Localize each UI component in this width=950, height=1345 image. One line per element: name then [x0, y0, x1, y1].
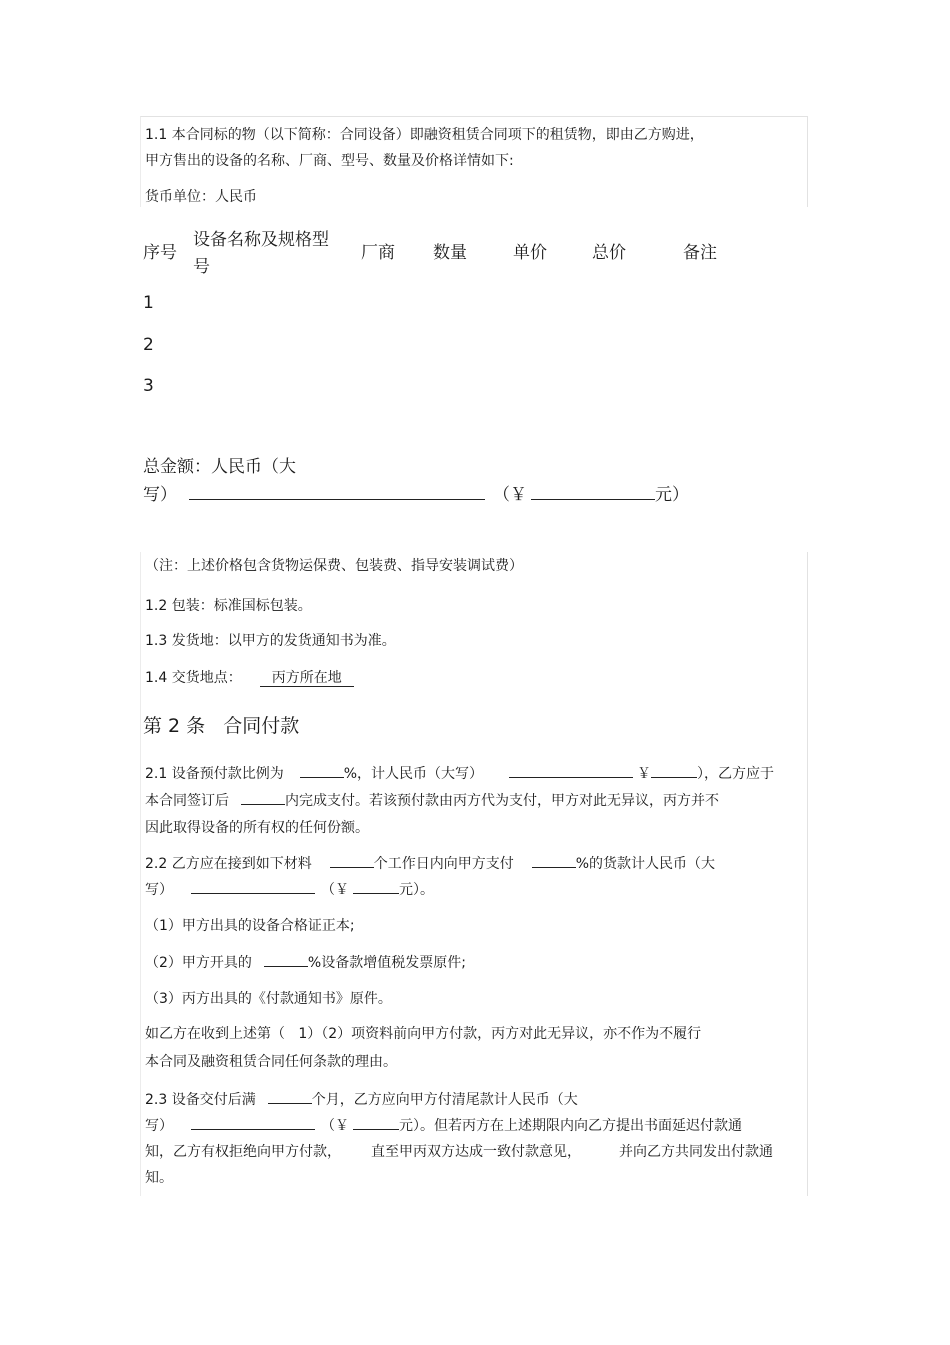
article-2-heading: 第 2 条 合同付款	[143, 715, 300, 737]
clause-2-2-yuan: 元）。	[399, 882, 434, 898]
vat-invoice-ratio-blank[interactable]	[264, 952, 308, 967]
clause-2-2-tail-line2: 本合同及融资租赁合同任何条款的理由。	[145, 1054, 397, 1070]
clause-2-3-text-d: 知，乙方有权拒绝向甲方付款，	[145, 1144, 341, 1160]
payment-daxie-blank[interactable]	[191, 879, 315, 894]
header-manufacturer: 厂商	[361, 243, 395, 263]
clause-2-2-item2-text-a: （2）甲方开具的	[145, 955, 252, 971]
clause-1-1-line2: 甲方售出的设备的名称、厂商、型号、数量及价格详情如下:	[145, 153, 514, 169]
clause-2-1-line3: 因此取得设备的所有权的任何份额。	[145, 820, 369, 836]
delivery-place-value: 丙方所在地	[260, 670, 354, 687]
clause-1-3: 1.3 发货地：以甲方的发货通知书为准。	[145, 633, 396, 649]
prepay-ratio-blank[interactable]	[300, 763, 344, 778]
payment-ratio-blank[interactable]	[532, 853, 576, 868]
clause-2-2-line2	[145, 879, 434, 899]
header-seq: 序号	[143, 243, 177, 263]
prepay-days-blank[interactable]	[241, 790, 285, 805]
header-name-line1: 设备名称及规格型	[193, 230, 329, 250]
clause-2-1-line1	[145, 763, 774, 783]
price-note: （注：上述价格包含货物运保费、包装费、指导安装调试费）	[145, 558, 523, 574]
total-daxie-label: 写）	[143, 485, 177, 505]
clause-2-2-item3: （3）丙方出具的《付款通知书》原件。	[145, 991, 392, 1007]
clause-2-1-text-d: ），乙方应于	[697, 766, 775, 782]
total-yen-open: （￥	[493, 485, 527, 505]
header-quantity: 数量	[433, 243, 467, 263]
total-amount-line1: 总金额：人民币（大	[143, 457, 296, 477]
final-payment-yen-blank[interactable]	[353, 1115, 399, 1130]
clause-2-2-daxie-label: 写）	[145, 882, 173, 898]
clause-2-2-item2	[145, 952, 466, 972]
workdays-blank[interactable]	[330, 853, 374, 868]
table-row: 3	[143, 376, 154, 396]
clause-2-2-item2-text-b: %设备款增值税发票原件;	[307, 955, 466, 971]
currency-unit: 货币单位：人民币	[145, 189, 257, 205]
clause-2-3-line1	[145, 1089, 578, 1109]
clause-2-2-line1	[145, 853, 715, 873]
clause-2-2-item1: （1）甲方出具的设备合格证正本;	[145, 918, 355, 934]
delivery-place-label: 1.4 交货地点：	[145, 670, 242, 686]
clause-2-3-text-a: 2.3 设备交付后满	[145, 1092, 256, 1108]
payment-yen-blank[interactable]	[353, 879, 399, 894]
clause-2-3-line4: 知。	[145, 1170, 173, 1186]
header-total-price: 总价	[592, 243, 626, 263]
clause-2-3-text-b: 个月，乙方应向甲方付清尾款计人民币（大	[311, 1092, 578, 1108]
clause-2-3-line2	[145, 1115, 742, 1135]
clause-2-2-text-b: 个工作日内向甲方支付	[373, 856, 514, 872]
final-payment-daxie-blank[interactable]	[191, 1115, 315, 1130]
prepay-daxie-blank[interactable]	[509, 763, 633, 778]
header-unit-price: 单价	[513, 243, 547, 263]
clause-2-1-yen: ￥	[637, 766, 652, 782]
clause-2-1-text-a: 2.1 设备预付款比例为	[145, 766, 284, 782]
months-blank[interactable]	[268, 1089, 312, 1104]
clause-1-2: 1.2 包装：标准国标包装。	[145, 598, 312, 614]
header-name-line2: 号	[193, 257, 210, 277]
total-yen-blank[interactable]	[531, 482, 655, 500]
clause-2-1-text-b: %，计人民币（大写）	[343, 766, 484, 782]
clause-2-3-text-e: 直至甲丙双方达成一致付款意见，	[371, 1144, 581, 1160]
total-daxie-blank[interactable]	[189, 482, 485, 500]
clause-2-1-line2	[145, 790, 719, 810]
header-remark: 备注	[683, 243, 717, 263]
clause-1-1-line1: 1.1 本合同标的物（以下简称：合同设备）即融资租赁合同项下的租赁物，即由乙方购进，	[145, 127, 704, 143]
clause-2-2-text-a: 2.2 乙方应在接到如下材料	[145, 856, 312, 872]
prepay-yen-blank[interactable]	[651, 763, 697, 778]
table-row: 2	[143, 335, 154, 355]
total-yuan-close: 元）	[655, 485, 689, 505]
clause-2-3-text-f: 并向乙方共同发出付款通	[619, 1144, 773, 1160]
table-row: 1	[143, 293, 154, 313]
clause-2-1-text-f: 内完成支付。若该预付款由丙方代为支付，甲方对此无异议，丙方并不	[285, 793, 719, 809]
total-amount-line2	[143, 480, 689, 505]
clause-2-2-yen: （￥	[321, 882, 349, 898]
clause-2-3-line3	[145, 1141, 773, 1161]
clause-2-2-tail-line1: 如乙方在收到上述第（ 1）（2）项资料前向甲方付款，丙方对此无异议，亦不作为不履行	[145, 1026, 702, 1042]
clause-2-3-daxie-label: 写）	[145, 1118, 173, 1134]
clause-1-4	[145, 667, 354, 687]
clause-2-2-text-c: %的货款计人民币（大	[575, 856, 716, 872]
clause-2-3-yen: （￥	[321, 1118, 349, 1134]
clause-2-3-text-c: 元）。但若丙方在上述期限内向乙方提出书面延迟付款通	[399, 1118, 742, 1134]
clause-2-1-text-e: 本合同签订后	[145, 793, 229, 809]
